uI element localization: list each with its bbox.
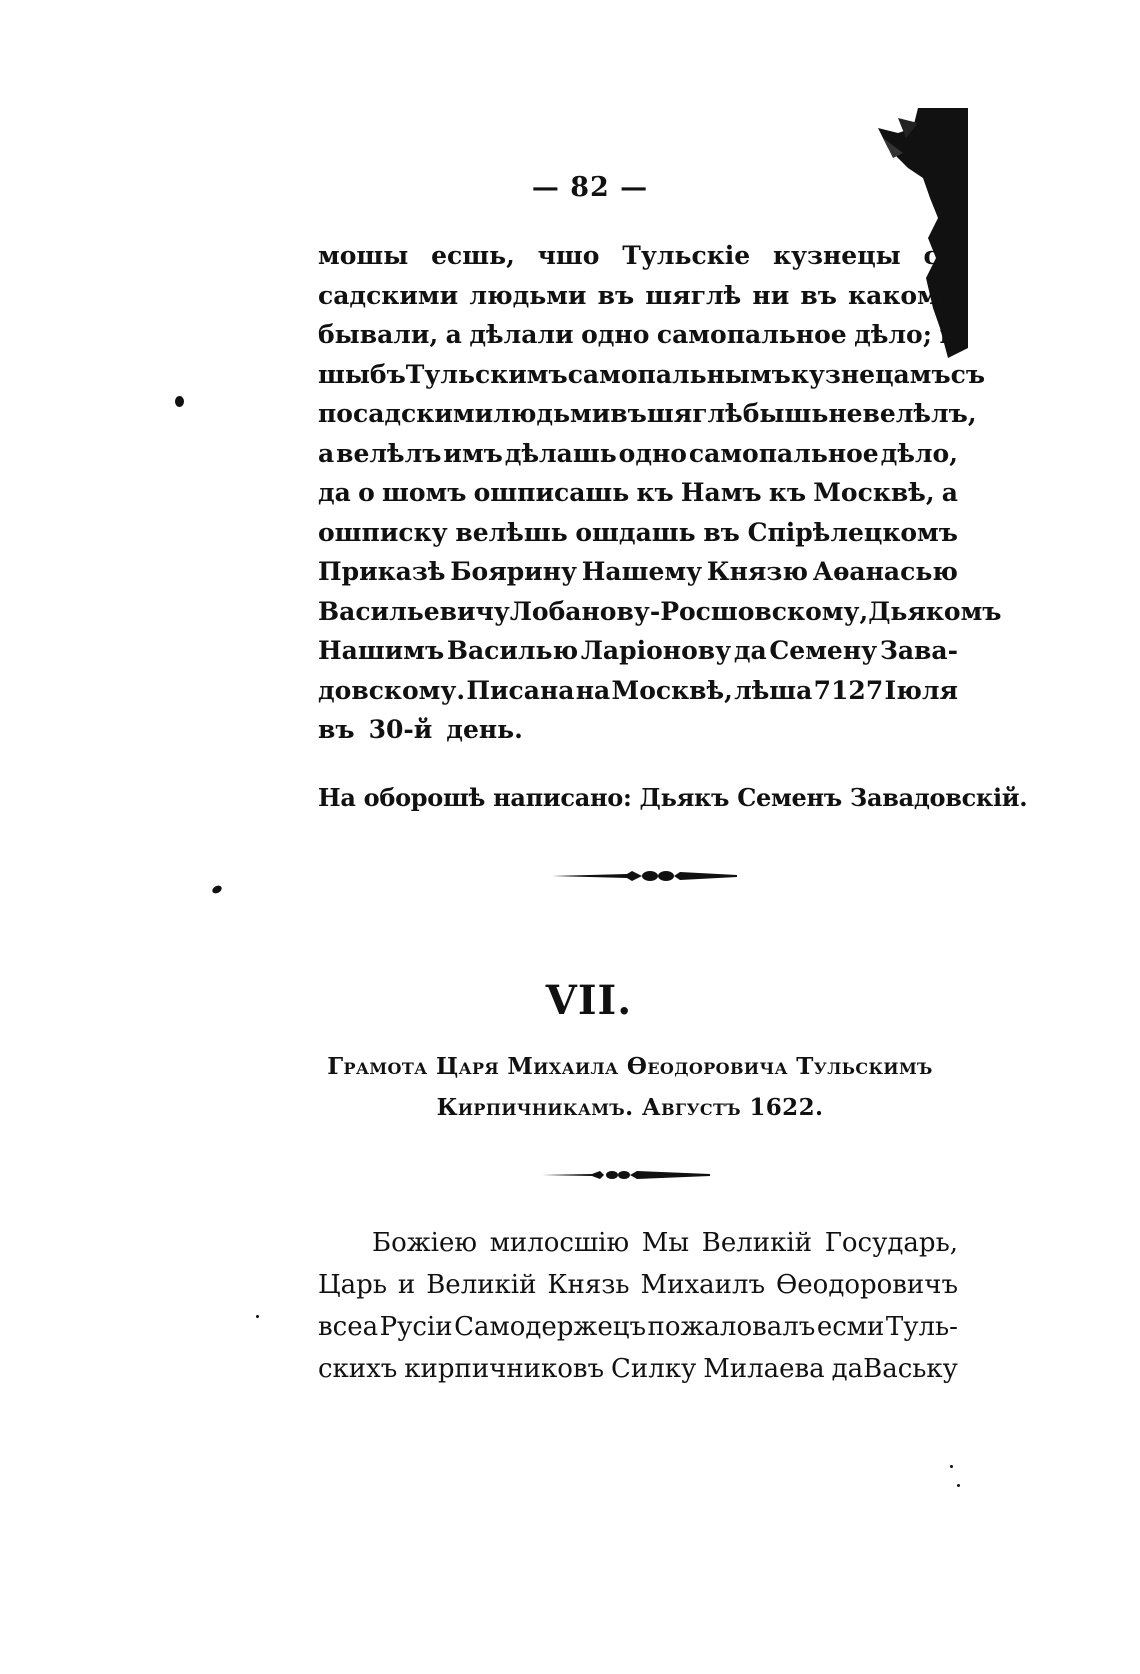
word: 7127 <box>813 675 884 705</box>
word: шяглѣ <box>645 280 742 310</box>
word: въ <box>703 517 740 547</box>
word: ошписашь <box>473 478 630 507</box>
word: Великій <box>701 1228 813 1258</box>
text-line <box>318 394 977 434</box>
word: Тульскимъ <box>405 359 568 389</box>
ornament-divider <box>552 868 737 884</box>
word: какомъ <box>848 280 958 310</box>
word: даВаську <box>831 1354 958 1384</box>
word: милосшію <box>489 1228 630 1258</box>
word: Ѳеодоровичъ <box>775 1270 958 1300</box>
section-title-line-1: Грамота Царя Михаила Ѳеодоровича Тульскимъ <box>327 1053 933 1080</box>
word: самопальное <box>688 438 879 468</box>
word: да <box>733 636 767 665</box>
word: пожаловалъ <box>647 1312 816 1342</box>
text-line <box>318 276 958 316</box>
section-number: VII. <box>545 977 633 1024</box>
stray-dot <box>256 1315 259 1318</box>
text-line <box>318 434 958 474</box>
word: Нашимъ <box>318 636 445 665</box>
word: ошдашь <box>575 517 696 547</box>
word: въ <box>318 715 355 744</box>
word: одно <box>581 320 650 349</box>
grant-text <box>318 1222 958 1390</box>
word: людьми <box>469 280 587 310</box>
word: Васильевичу <box>318 596 510 626</box>
word: Великій <box>426 1270 537 1300</box>
text-line <box>318 710 958 750</box>
word: всеа <box>318 1312 379 1342</box>
word: Лобанову-Росшовскому, <box>509 596 869 626</box>
word: чшо <box>537 241 600 270</box>
word: шяглѣ <box>646 399 743 428</box>
text-line <box>318 631 958 671</box>
word: дѣлашь <box>504 438 617 468</box>
word: велѣлъ <box>336 438 442 468</box>
word: о <box>358 478 375 507</box>
word: Приказѣ <box>318 557 446 586</box>
word: Божіею <box>372 1228 478 1258</box>
word: Михаилъ <box>640 1270 766 1300</box>
text-line <box>318 552 958 592</box>
word: Боярину <box>450 557 578 586</box>
word: Іюля <box>884 675 958 705</box>
text-line <box>318 355 986 395</box>
page-number: — 82 — <box>531 172 649 203</box>
word: людьми <box>493 399 611 428</box>
word: къ <box>636 478 674 507</box>
word: въ <box>597 280 635 310</box>
word: Намъ <box>680 478 762 507</box>
section-title-line-2: Кирпичникамъ. Августъ 1622. <box>436 1094 824 1121</box>
text-line <box>318 1222 958 1264</box>
word: Зава- <box>879 636 958 665</box>
word: кузнецы <box>772 241 901 270</box>
word: посадскими <box>318 399 494 428</box>
word: кузнецамъ <box>790 359 951 389</box>
word: Русіи <box>379 1312 453 1342</box>
word: ни <box>752 280 790 310</box>
word: шыбъ <box>318 359 406 389</box>
text-line <box>318 1306 958 1348</box>
text-line <box>318 592 1002 632</box>
word: а <box>318 438 335 468</box>
word: Милаева <box>703 1354 825 1384</box>
word: самопальное <box>656 320 847 349</box>
word: велѣлъ, <box>862 399 977 428</box>
word: и <box>939 320 958 349</box>
word: Писана <box>466 675 575 705</box>
word: Мы <box>641 1228 690 1258</box>
word: Москвѣ, <box>813 478 935 507</box>
word: 30-й <box>368 715 433 744</box>
stray-dot <box>175 396 184 407</box>
word: Царь <box>318 1270 387 1300</box>
text-line <box>318 236 958 276</box>
stray-dot <box>957 1484 960 1487</box>
text-line <box>318 473 958 513</box>
word: а <box>941 478 958 507</box>
text-line <box>318 1264 958 1306</box>
word: въ <box>800 280 837 310</box>
word: велѣшь <box>455 517 568 547</box>
word: Государь, <box>824 1228 958 1258</box>
word: кирпичниковъ <box>404 1354 605 1384</box>
word: ошписку <box>318 517 448 547</box>
word: бышь <box>742 399 829 428</box>
ornament-divider <box>542 1168 710 1182</box>
word: есми <box>816 1312 885 1342</box>
word: не <box>828 399 863 428</box>
stray-dot <box>211 884 223 895</box>
word: дѣло, <box>880 438 958 468</box>
word: да <box>318 478 351 507</box>
word: день. <box>446 715 523 744</box>
word: Василью <box>446 636 579 665</box>
text-line <box>318 513 958 553</box>
text-line <box>318 315 958 355</box>
word: въ <box>610 399 647 428</box>
word: а <box>445 320 462 349</box>
word: Силку <box>610 1354 697 1384</box>
text-line <box>318 1348 958 1390</box>
word: Аѳанасью <box>812 557 958 586</box>
word: Нашему <box>581 557 703 586</box>
word: имъ <box>443 438 503 468</box>
word: съ <box>950 359 986 389</box>
verso-note: На оборошѣ написано: Дьякъ Семенъ Завадовскій. <box>318 783 1028 812</box>
word: довскому. <box>318 675 466 705</box>
word: съ <box>923 241 958 270</box>
word: садскими <box>318 280 459 310</box>
word: Тульскіе <box>622 241 751 270</box>
word: на <box>575 675 611 705</box>
word: одно <box>618 438 687 468</box>
text-line <box>318 671 958 711</box>
word: Дьякомъ <box>868 596 1002 626</box>
letter-text <box>318 236 1002 750</box>
word: шомъ <box>381 478 467 507</box>
word: дѣло; <box>854 320 932 349</box>
word: и <box>397 1270 416 1300</box>
word: лѣша <box>734 675 813 705</box>
word: Семену <box>769 636 878 665</box>
word: Князю <box>706 557 808 586</box>
word: бывали, <box>318 320 439 349</box>
word: Спірѣлецкомъ <box>747 517 958 547</box>
word: Туль- <box>885 1312 958 1342</box>
word: Князь <box>547 1270 630 1300</box>
word: Ларіонову <box>580 636 732 665</box>
word: дѣлали <box>469 320 574 349</box>
word: Москвѣ, <box>611 675 733 705</box>
word: есшь, <box>431 241 515 270</box>
word: самопальнымъ <box>567 359 791 389</box>
word: къ <box>768 478 807 507</box>
word: Самодержецъ <box>454 1312 647 1342</box>
stray-dot <box>950 1465 953 1468</box>
word: мошы <box>318 241 409 270</box>
word: скихъ <box>318 1354 398 1384</box>
